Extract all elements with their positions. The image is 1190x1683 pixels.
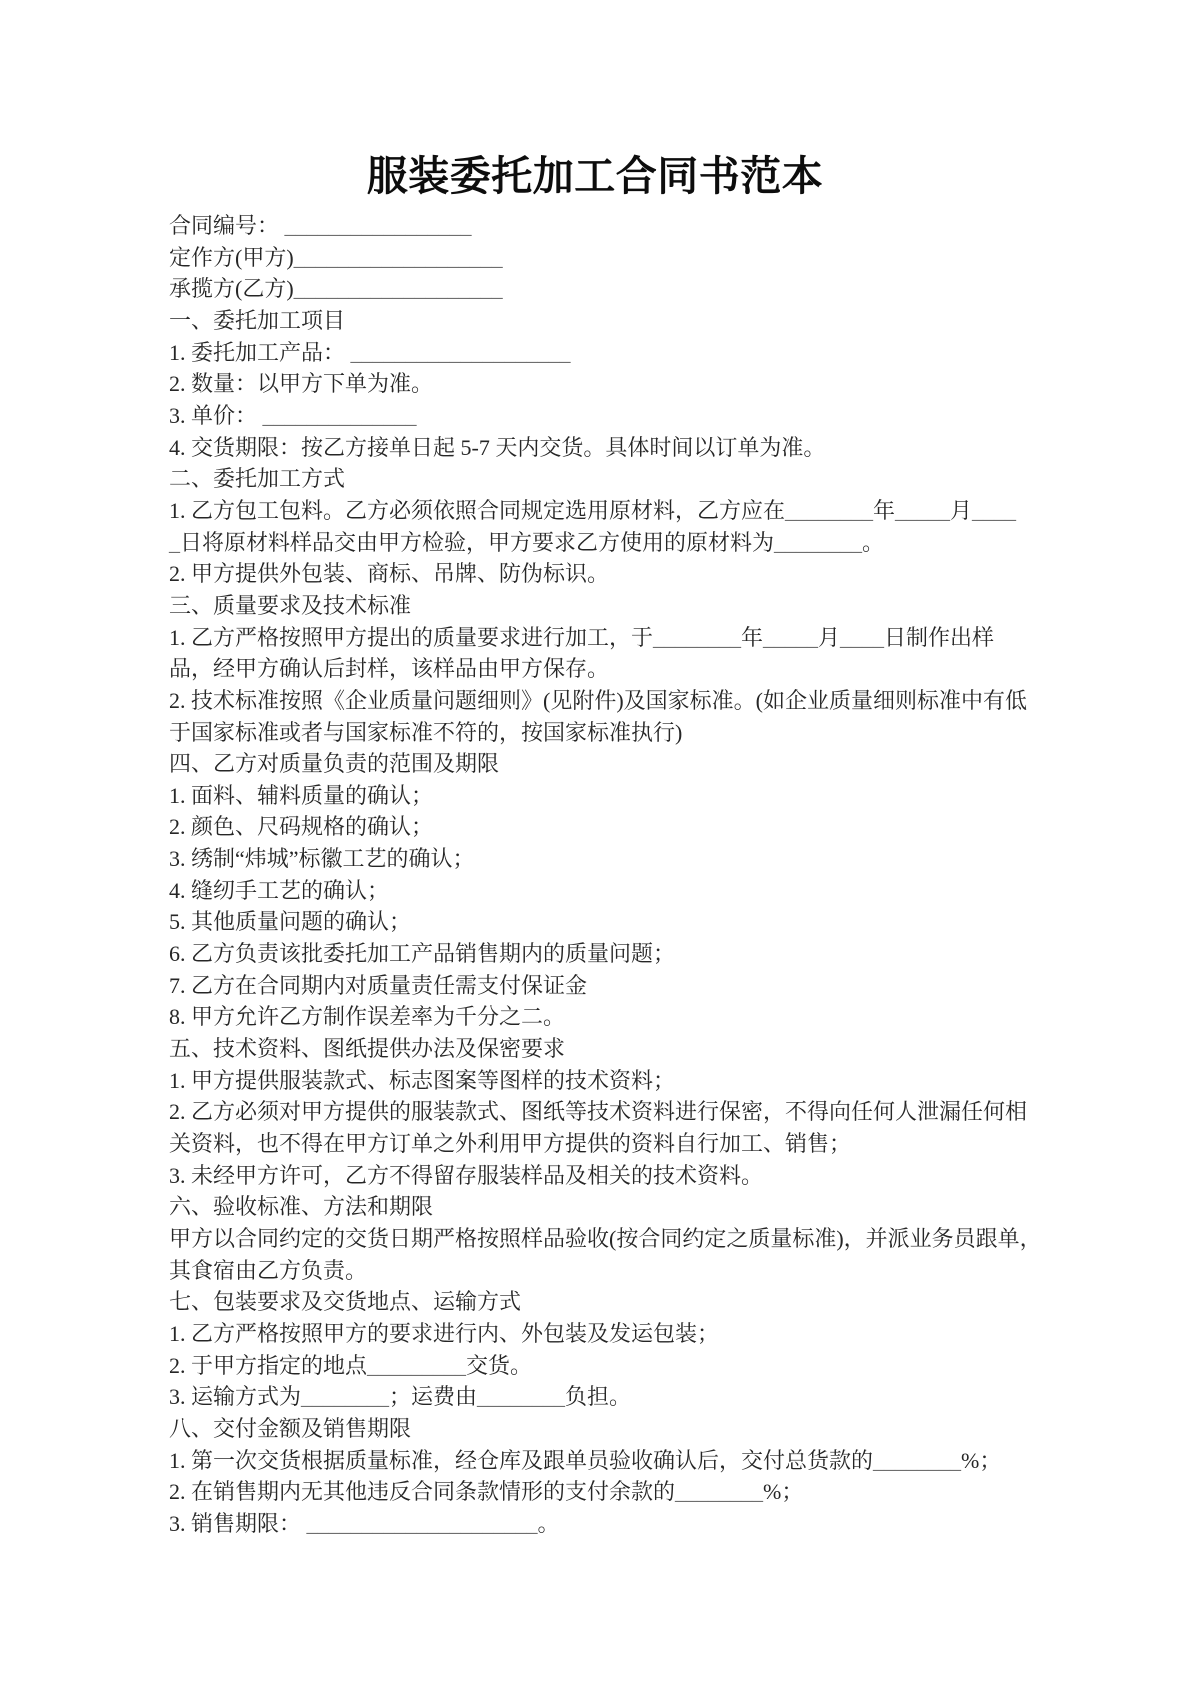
document-body bbox=[169, 210, 1049, 1540]
document-line: 5. 其他质量问题的确认； bbox=[169, 909, 412, 935]
document-line: 关资料，也不得在甲方订单之外利用甲方提供的资料自行加工、销售； bbox=[169, 1131, 852, 1157]
document-line: 3. 运输方式为________；运费由________负担。 bbox=[169, 1384, 632, 1410]
blank-underline: ____ bbox=[840, 624, 885, 650]
blank-underline: ____ bbox=[972, 497, 1017, 523]
document-line: 1. 乙方严格按照甲方的要求进行内、外包装及发运包装； bbox=[169, 1320, 720, 1346]
document-line: 六、验收标准、方法和期限 bbox=[169, 1194, 434, 1220]
document-line: 3. 销售期限： _____________________。 bbox=[169, 1510, 560, 1536]
blank-underline: ______________ bbox=[262, 402, 417, 428]
document-line: 二、委托加工方式 bbox=[169, 466, 346, 492]
document-line: 四、乙方对质量负责的范围及期限 bbox=[169, 751, 500, 777]
document-line: 七、包装要求及交货地点、运输方式 bbox=[169, 1289, 522, 1315]
blank-underline: _ bbox=[169, 529, 180, 555]
document-line: 1. 甲方提供服装款式、标志图案等图样的技术资料； bbox=[169, 1067, 676, 1093]
blank-underline: _____________________ bbox=[306, 1510, 538, 1536]
document-line: 3. 未经甲方许可，乙方不得留存服装样品及相关的技术资料。 bbox=[169, 1162, 764, 1188]
document-line: 1. 第一次交货根据质量标准，经仓库及跟单员验收确认后，交付总货款的________%； bbox=[169, 1447, 1002, 1473]
blank-underline: ________ bbox=[873, 1447, 962, 1473]
blank-underline: ________ bbox=[653, 624, 742, 650]
document-line: 一、委托加工项目 bbox=[169, 307, 346, 333]
blank-underline: _____ bbox=[763, 624, 819, 650]
blank-underline: ________ bbox=[301, 1384, 390, 1410]
document-title: 服装委托加工合同书范本 bbox=[366, 153, 824, 199]
document-line: 3. 绣制“炜城”标徽工艺的确认； bbox=[169, 846, 475, 872]
document-line: 合同编号： _________________ bbox=[169, 213, 472, 238]
document-line: 2. 在销售期内无其他违反合同条款情形的支付余款的________%； bbox=[169, 1479, 804, 1505]
document-line: 2. 颜色、尺码规格的确认； bbox=[169, 814, 434, 840]
document-line: 4. 交货期限：按乙方接单日起 5-7 天内交货。具体时间以订单为准。 bbox=[169, 434, 826, 460]
document-line: 4. 缝纫手工艺的确认； bbox=[169, 877, 390, 903]
blank-underline: ________ bbox=[477, 1384, 566, 1410]
document-line: 品，经甲方确认后封样，该样品由甲方保存。 bbox=[169, 656, 610, 682]
document-line: 2. 数量：以甲方下单为准。 bbox=[169, 371, 434, 397]
blank-underline: ________ bbox=[774, 529, 863, 555]
blank-underline: ____________________ bbox=[350, 339, 571, 365]
document-line: 于国家标准或者与国家标准不符的，按国家标准执行) bbox=[169, 719, 683, 745]
document-line: 1. 乙方包工包料。乙方必须依照合同规定选用原材料，乙方应在________年_____月____ bbox=[169, 497, 1017, 523]
document-line: 甲方以合同约定的交货日期严格按照样品验收(按合同约定之质量标准)，并派业务员跟单， bbox=[169, 1226, 1042, 1251]
document-line: 承揽方(乙方)___________________ bbox=[169, 276, 503, 302]
document-line: 7. 乙方在合同期内对质量责任需支付保证金 bbox=[169, 972, 588, 998]
document-line: 1. 乙方严格按照甲方提出的质量要求进行加工，于________年_____月____日制作出样 bbox=[169, 624, 995, 650]
blank-underline: ___________________ bbox=[293, 244, 503, 270]
document-line: 三、质量要求及技术标准 bbox=[169, 592, 412, 618]
blank-underline: _____ bbox=[895, 497, 951, 523]
document-line: 2. 乙方必须对甲方提供的服装款式、图纸等技术资料进行保密，不得向任何人泄漏任何相 bbox=[169, 1099, 1028, 1125]
document-line: 其食宿由乙方负责。 bbox=[169, 1257, 368, 1283]
blank-underline: ___________________ bbox=[293, 276, 503, 302]
document-line: 2. 于甲方指定的地点_________交货。 bbox=[169, 1352, 533, 1378]
document-line: 定作方(甲方)___________________ bbox=[169, 244, 503, 270]
document-line: 6. 乙方负责该批委托加工产品销售期内的质量问题； bbox=[169, 941, 676, 967]
document-line: _日将原材料样品交由甲方检验，甲方要求乙方使用的原材料为________。 bbox=[169, 529, 885, 555]
document-line: 2. 技术标准按照《企业质量问题细则》(见附件)及国家标准。(如企业质量细则标准中有低 bbox=[169, 687, 1027, 713]
document-line: 八、交付金额及销售期限 bbox=[169, 1415, 412, 1441]
blank-underline: ________ bbox=[785, 497, 874, 523]
document-line: 8. 甲方允许乙方制作误差率为千分之二。 bbox=[169, 1004, 566, 1030]
document-line: 2. 甲方提供外包装、商标、吊牌、防伪标识。 bbox=[169, 561, 610, 587]
document-line: 3. 单价： ______________ bbox=[169, 402, 417, 428]
blank-underline: ________ bbox=[675, 1479, 764, 1505]
document-line: 1. 委托加工产品： ____________________ bbox=[169, 339, 571, 365]
blank-underline: _________________ bbox=[284, 213, 472, 238]
document-line: 1. 面料、辅料质量的确认； bbox=[169, 782, 434, 808]
document-line: 五、技术资料、图纸提供办法及保密要求 bbox=[169, 1036, 566, 1062]
blank-underline: _________ bbox=[367, 1352, 467, 1378]
